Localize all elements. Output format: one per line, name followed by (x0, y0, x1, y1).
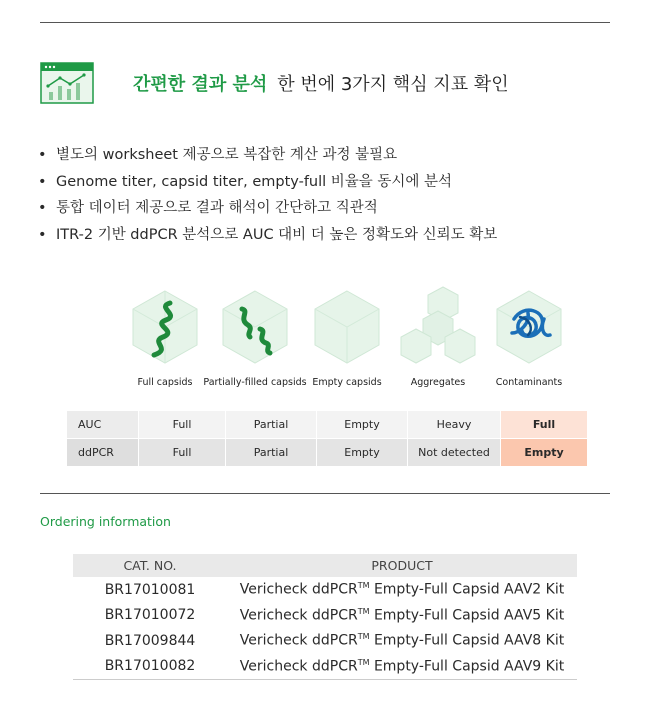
column-header-product: PRODUCT (227, 554, 577, 577)
table-cell-highlight: Empty (501, 439, 588, 467)
feature-list (38, 142, 497, 248)
list-item: • 별도의 worksheet 제공으로 복잡한 계산 과정 불필요 (38, 147, 398, 163)
comparison-table (66, 410, 588, 467)
partial-capsid-icon (220, 289, 290, 365)
cat-no: BR17009844 (104, 632, 196, 649)
method-label: AUC (67, 411, 139, 439)
cat-no: BR17010072 (104, 607, 196, 624)
cat-no: BR17010081 (104, 581, 196, 598)
section-divider (40, 493, 610, 494)
capsid-label: Contaminants (495, 377, 563, 388)
table-cell: Heavy (408, 411, 501, 439)
contaminants-icon (494, 289, 564, 365)
table-row (67, 439, 588, 467)
list-item: • ITR-2 기반 ddPCR 분석으로 AUC 대비 더 높은 정확도와 신뢰도 확보 (38, 226, 498, 243)
product-name: Vericheck ddPCR™ Empty-Full Capsid AAV8 Kit (239, 632, 565, 650)
aggregates-icon (398, 285, 478, 367)
capsid-label: Aggregates (410, 377, 466, 388)
title-highlight: 간편한 결과 분석 (133, 74, 268, 95)
table-cell: Full (139, 411, 226, 439)
column-header-cat: CAT. NO. (73, 554, 227, 577)
product-name: Vericheck ddPCR™ Empty-Full Capsid AAV5 Kit (239, 606, 565, 624)
product-name: Vericheck ddPCR™ Empty-Full Capsid AAV2 Kit (239, 581, 565, 599)
table-cell: Empty (317, 411, 408, 439)
table-cell: Empty (317, 439, 408, 467)
product-name: Vericheck ddPCR™ Empty-Full Capsid AAV9 Kit (227, 654, 577, 680)
method-label: ddPCR (67, 439, 139, 467)
table-cell: Partial (226, 439, 317, 467)
analytics-chart-icon (40, 62, 94, 104)
table-row (73, 577, 577, 603)
top-divider (40, 22, 610, 23)
table-row (73, 654, 577, 680)
list-item: • Genome titer, capsid titer, empty-full 비율을 동시에 분석 (38, 173, 453, 190)
table-cell: Not detected (408, 439, 501, 467)
capsid-label: Empty capsids (312, 377, 382, 388)
table-row (73, 628, 577, 654)
section-header (40, 61, 94, 105)
capsid-label: Partially-filled capsids (203, 377, 307, 388)
table-cell: Full (139, 439, 226, 467)
table-header-row (73, 554, 577, 577)
title-rest: 한 번에 3가지 핵심 지표 확인 (277, 74, 509, 95)
ordering-title: Ordering information (40, 514, 171, 529)
table-row (73, 603, 577, 629)
list-item: • 통합 데이터 제공으로 결과 해석이 간단하고 직관적 (38, 200, 378, 216)
table-row (67, 411, 588, 439)
full-capsid-icon (130, 289, 200, 365)
table-cell: Partial (226, 411, 317, 439)
table-cell-highlight: Full (501, 411, 588, 439)
cat-no: BR17010082 (73, 654, 227, 680)
page-title (133, 70, 509, 96)
capsid-label: Full capsids (137, 377, 193, 388)
empty-capsid-icon (312, 289, 382, 365)
ordering-table (73, 554, 577, 680)
